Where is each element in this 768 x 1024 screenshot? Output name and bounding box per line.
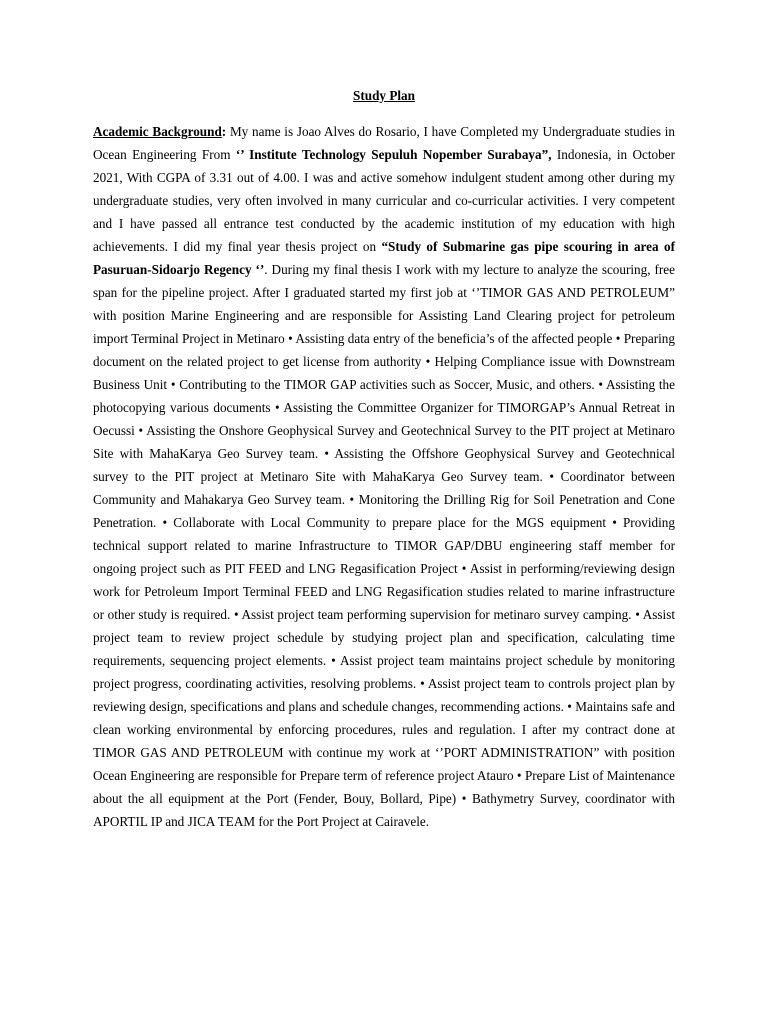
academic-background-paragraph — [93, 120, 675, 833]
section-label-colon: : — [221, 124, 227, 139]
section-label-text: Academic Background — [93, 124, 222, 139]
document-title: Study Plan — [353, 88, 415, 103]
section-label — [93, 124, 226, 139]
paragraph-segment-2: Indonesia, in October 2021, With CGPA of 3.31 out of 4.00. I was and active somehow indulgent student among other during my undergraduate studies, very often involved in many curricular and co-curricular activities. I very competent and I have passed all entrance test conducted by the academic institution of my education with high achievements. I did my final year thesis project on — [93, 147, 675, 254]
paragraph-segment-1: My name is Joao Alves do Rosario, I have Completed my Undergraduate studies in Ocean Engineering From — [93, 124, 676, 162]
university-name: ‘’ Institute Technology Sepuluh Nopember Surabaya”, — [235, 147, 552, 162]
paragraph-segment-3: . During my final thesis I work with my lecture to analyze the scouring, free span for the pipeline project. After I graduated started my first job at ‘’TIMOR GAS AND PETROLEUM” with position Marine Engineering and are responsible for Assisting Land Clearing project for petroleum import Terminal Project in Metinaro • Assisting data entry of the beneficia’s of the affected people • Preparing document on the related project to get license from authority • Helping Compliance issue with Downstream Business Unit • Contributing to the TIMOR GAP activities such as Soccer, Music, and others. • Assisting the photocopying various documents • Assisting the Committee Organizer for TIMORGAP’s Annual Retreat in Oecussi • Assisting the Onshore Geophysical Survey and Geotechnical Survey to the PIT project at Metinaro Site with MahaKarya Geo Survey team. • Assisting the Offshore Geophysical Survey and Geotechnical survey to the PIT project at Metinaro Site with MahaKarya Geo Survey team. • Coordinator between Community and Mahakarya Geo Survey team. • Monitoring the Drilling Rig for Soil Penetration and Cone Penetration. • Collaborate with Local Community to prepare place for the MGS equipment • Providing technical support related to marine Infrastructure to TIMOR GAP/DBU engineering staff member for ongoing project such as PIT FEED and LNG Regasification Project • Assist in performing/reviewing design work for Petroleum Import Terminal FEED and LNG Regasification studies related to marine infrastructure or other study is required. • Assist project team performing supervision for metinaro survey camping. • Assist project team to review project schedule by studying project plan and specification, calculating time requirements, sequencing project elements. • Assist project team maintains project schedule by monitoring project progress, coordinating activities, resolving problems. • Assist project team to controls project plan by reviewing design, specifications and plans and schedule changes, recommending actions. • Maintains safe and clean working environmental by enforcing procedures, rules and regulation. I after my contract done at TIMOR GAS AND PETROLEUM with continue my work at ‘’PORT ADMINISTRATION” with position Ocean Engineering are responsible for Prepare term of reference project Atauro • Prepare List of Maintenance about the all equipment at the Port (Fender, Bouy, Bollard, Pipe) • Bathymetry Survey, coordinator with APORTIL IP and JICA TEAM for the Port Project at Cairavele. — [93, 262, 675, 829]
thesis-title: “Study of Submarine gas pipe scouring in area of Pasuruan-Sidoarjo Regency ‘’ — [93, 239, 676, 277]
